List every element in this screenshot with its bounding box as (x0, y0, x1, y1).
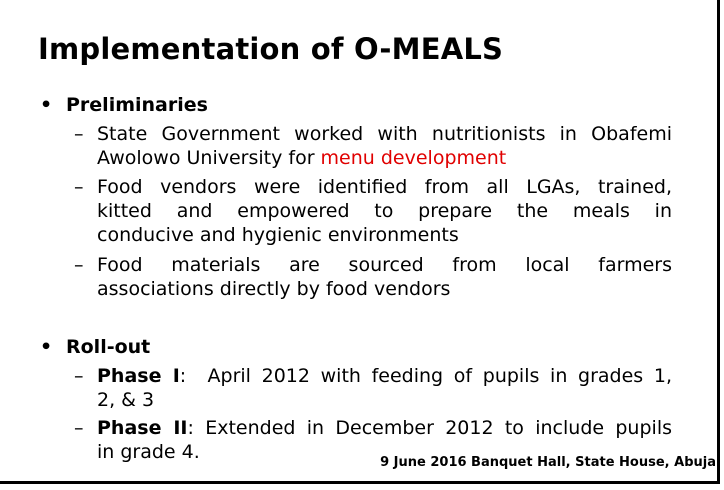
list-item (74, 122, 672, 170)
dash-marker: – (74, 123, 84, 145)
item-line: Phase II: Extended in December 2012 to include pupils (97, 417, 672, 439)
item-line: Food vendors were identified from all LGAs, trained, (97, 176, 672, 198)
bullet-dot: • (40, 336, 53, 358)
slide-footer: 9 June 2016 Banquet Hall, State House, Abuja (380, 455, 716, 470)
menu-development-highlight: menu development (320, 147, 507, 169)
item-line: kitted and empowered to prepare the meals in (97, 200, 672, 222)
dash-marker: – (74, 417, 84, 439)
bullet-roll-out (40, 336, 150, 358)
item-line: State Government worked with nutritionists in Obafemi (97, 123, 672, 145)
item-line: associations directly by food vendors (97, 278, 451, 300)
section-heading-roll-out: Roll-out (66, 336, 151, 358)
dash-marker: – (74, 176, 84, 198)
dash-marker: – (74, 254, 84, 276)
item-line: in grade 4. (97, 441, 200, 463)
list-item (74, 175, 672, 247)
list-item (74, 253, 672, 301)
item-line: Awolowo University for menu development (97, 147, 507, 169)
item-line: Phase I: April 2012 with feeding of pupils in grades 1, (97, 365, 672, 387)
item-line: 2, & 3 (97, 389, 155, 411)
phase-label: Phase I (97, 365, 180, 387)
item-line: conducive and hygienic environments (97, 224, 459, 246)
section-heading-preliminaries: Preliminaries (66, 94, 208, 116)
dash-marker: – (74, 365, 84, 387)
bullet-dot: • (40, 94, 53, 116)
item-line: Food materials are sourced from local farmers (97, 254, 672, 276)
list-item (74, 364, 672, 412)
phase-label: Phase II (97, 417, 188, 439)
bullet-preliminaries (40, 94, 208, 116)
slide-title: Implementation of O-MEALS (38, 32, 504, 66)
